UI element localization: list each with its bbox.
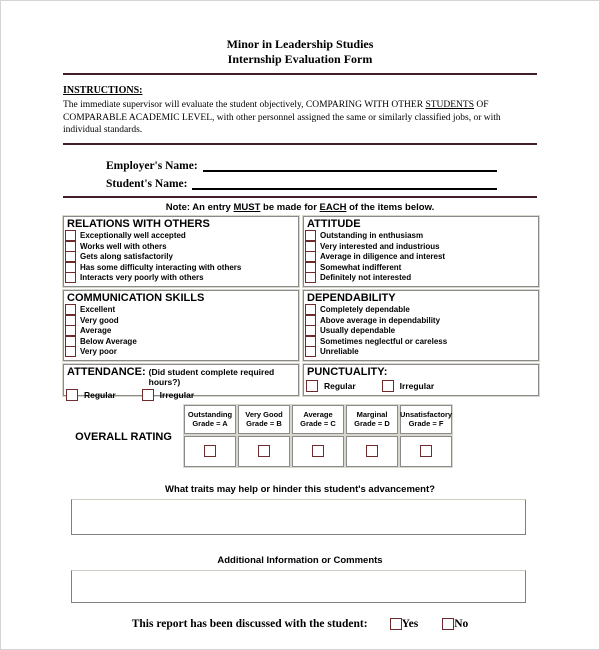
comments-textarea[interactable] bbox=[71, 570, 526, 603]
option-label: Regular bbox=[84, 389, 116, 400]
note-must: MUST bbox=[233, 201, 261, 213]
checkbox[interactable] bbox=[65, 241, 76, 252]
option-label: Unreliable bbox=[320, 347, 359, 356]
rating-header-line2: Grade = D bbox=[354, 419, 390, 428]
overall-rating-table bbox=[184, 405, 452, 467]
attendance-irregular[interactable] bbox=[142, 389, 195, 401]
option-label: Gets along satisfactorily bbox=[80, 252, 173, 261]
rating-column-very-good bbox=[238, 405, 290, 467]
checkbox[interactable] bbox=[65, 336, 76, 347]
checkbox[interactable] bbox=[258, 445, 270, 457]
rating-header bbox=[346, 405, 398, 434]
rating-header bbox=[400, 405, 452, 434]
checkbox[interactable] bbox=[382, 380, 394, 392]
option-row[interactable] bbox=[304, 325, 536, 336]
checkbox[interactable] bbox=[204, 445, 216, 457]
option-row[interactable] bbox=[64, 262, 296, 273]
ratings-grid bbox=[63, 216, 537, 400]
option-label: Regular bbox=[324, 380, 356, 391]
option-row[interactable] bbox=[64, 241, 296, 252]
checkbox[interactable] bbox=[305, 230, 316, 241]
checkbox[interactable] bbox=[305, 336, 316, 347]
option-row[interactable] bbox=[304, 241, 536, 252]
section-title: RELATIONS WITH OTHERS bbox=[67, 217, 210, 230]
rating-header-line1: Outstanding bbox=[187, 410, 233, 419]
rating-cell[interactable] bbox=[238, 436, 290, 467]
rating-cell[interactable] bbox=[400, 436, 452, 467]
checkbox[interactable] bbox=[305, 325, 316, 336]
option-label: Very good bbox=[80, 315, 119, 325]
section-title: DEPENDABILITY bbox=[307, 291, 396, 304]
option-label: Above average in dependability bbox=[320, 315, 441, 325]
option-row[interactable] bbox=[64, 251, 296, 262]
rating-column-unsatisfactory bbox=[400, 405, 452, 467]
attendance-heading bbox=[64, 366, 296, 387]
checkbox[interactable] bbox=[65, 262, 76, 273]
option-label: Exceptionally well accepted bbox=[80, 231, 186, 240]
traits-question-label: What traits may help or hinder this student's advancement? bbox=[165, 483, 435, 495]
checkbox[interactable] bbox=[65, 315, 76, 326]
option-row[interactable] bbox=[304, 262, 536, 273]
checkbox[interactable] bbox=[65, 346, 76, 357]
option-label: Outstanding in enthusiasm bbox=[320, 231, 424, 240]
option-label: Below Average bbox=[80, 336, 137, 346]
option-label: Average bbox=[80, 326, 112, 335]
option-row[interactable] bbox=[64, 346, 296, 357]
form-title-line1: Minor in Leadership Studies bbox=[226, 37, 374, 51]
traits-textarea[interactable] bbox=[71, 499, 526, 535]
option-row[interactable] bbox=[304, 230, 536, 241]
checkbox-no[interactable] bbox=[442, 618, 454, 630]
rating-column-marginal bbox=[346, 405, 398, 467]
option-row[interactable] bbox=[64, 272, 296, 283]
option-label: Interacts very poorly with others bbox=[80, 273, 204, 282]
option-row[interactable] bbox=[64, 325, 296, 336]
option-label: Average in diligence and interest bbox=[320, 252, 446, 261]
rating-header-line2: Grade = F bbox=[408, 419, 444, 428]
note-text bbox=[63, 202, 537, 213]
employer-name-row bbox=[106, 154, 497, 172]
checkbox[interactable] bbox=[142, 389, 154, 401]
no-label: No bbox=[454, 617, 469, 630]
instructions-heading: INSTRUCTIONS: bbox=[63, 85, 143, 96]
option-label: Very poor bbox=[80, 347, 117, 356]
option-label: Irregular bbox=[399, 380, 435, 391]
checkbox[interactable] bbox=[305, 251, 316, 262]
option-label: Sometimes neglectful or careless bbox=[320, 336, 448, 346]
checkbox[interactable] bbox=[305, 272, 316, 283]
note-mid: be made for bbox=[260, 201, 320, 213]
option-label: Excellent bbox=[80, 305, 116, 314]
employer-name-input[interactable] bbox=[203, 157, 497, 172]
option-row[interactable] bbox=[304, 336, 536, 347]
checkbox-yes[interactable] bbox=[390, 618, 402, 630]
checkbox[interactable] bbox=[366, 445, 378, 457]
overall-rating-section bbox=[63, 405, 537, 467]
instructions-text: The immediate supervisor will evaluate the student objectively, COMPARING WITH OTHER bbox=[63, 100, 426, 110]
option-label: Completely dependable bbox=[320, 305, 410, 314]
rating-header bbox=[292, 405, 344, 434]
yes-label: Yes bbox=[401, 617, 419, 630]
discussed-row bbox=[63, 618, 537, 630]
section-title: COMMUNICATION SKILLS bbox=[67, 291, 205, 304]
rating-header-line2: Grade = B bbox=[246, 419, 282, 428]
option-row[interactable] bbox=[304, 272, 536, 283]
checkbox[interactable] bbox=[312, 445, 324, 457]
note-post: of the items below. bbox=[346, 201, 435, 213]
attendance-subtitle: (Did student complete required hours?) bbox=[148, 366, 275, 387]
section-attendance bbox=[63, 364, 299, 400]
rating-cell[interactable] bbox=[184, 436, 236, 467]
checkbox[interactable] bbox=[305, 262, 316, 273]
checkbox[interactable] bbox=[305, 346, 316, 357]
attendance-title: ATTENDANCE: bbox=[67, 365, 146, 378]
option-row[interactable] bbox=[304, 315, 536, 326]
checkbox[interactable] bbox=[65, 304, 76, 315]
option-row[interactable] bbox=[64, 336, 296, 347]
rating-header-line1: Average bbox=[303, 410, 333, 419]
option-row[interactable] bbox=[64, 230, 296, 241]
option-label: Has some difficulty interacting with others bbox=[80, 262, 242, 272]
checkbox[interactable] bbox=[305, 241, 316, 252]
option-label: Works well with others bbox=[80, 241, 167, 251]
divider bbox=[63, 73, 537, 75]
section-attitude bbox=[303, 216, 539, 287]
instructions-text-cont: OF COMPARABLE ACADEMIC LEVEL, with other personnel assigned the same or similarly classified jobs, or with individual standards. bbox=[63, 100, 501, 135]
checkbox[interactable] bbox=[65, 325, 76, 336]
rating-cell[interactable] bbox=[346, 436, 398, 467]
rating-column-outstanding bbox=[184, 405, 236, 467]
rating-cell[interactable] bbox=[292, 436, 344, 467]
section-relations-with-others bbox=[63, 216, 299, 287]
instructions-block bbox=[63, 80, 537, 137]
instructions-body bbox=[63, 99, 537, 137]
option-label: Irregular bbox=[159, 389, 195, 400]
comments-label: Additional Information or Comments bbox=[217, 554, 383, 566]
name-fields bbox=[63, 154, 537, 190]
rating-header-line1: Marginal bbox=[356, 410, 388, 419]
punctuality-irregular[interactable] bbox=[382, 380, 435, 392]
option-row[interactable] bbox=[64, 315, 296, 326]
note-pre: Note: An entry bbox=[165, 201, 234, 213]
option-label: Somewhat indifferent bbox=[320, 262, 402, 272]
option-label: Usually dependable bbox=[320, 326, 396, 335]
rating-header-line1: Unsatisfactory bbox=[399, 410, 453, 419]
student-name-label: Student's Name: bbox=[106, 177, 188, 190]
checkbox[interactable] bbox=[306, 380, 318, 392]
rating-header-line2: Grade = A bbox=[192, 419, 228, 428]
rating-header-line1: Very Good bbox=[245, 410, 283, 419]
divider bbox=[63, 196, 537, 198]
checkbox[interactable] bbox=[305, 304, 316, 315]
option-label: Definitely not interested bbox=[320, 273, 412, 282]
option-row[interactable] bbox=[304, 346, 536, 357]
punctuality-title: PUNCTUALITY: bbox=[307, 365, 388, 378]
checkbox[interactable] bbox=[65, 272, 76, 283]
option-label: Very interested and industrious bbox=[320, 241, 440, 251]
overall-rating-label: OVERALL RATING bbox=[75, 430, 172, 443]
rating-header bbox=[184, 405, 236, 434]
punctuality-options bbox=[304, 380, 536, 392]
rating-header bbox=[238, 405, 290, 434]
checkbox[interactable] bbox=[66, 389, 78, 401]
section-dependability bbox=[303, 290, 539, 361]
checkbox[interactable] bbox=[305, 315, 316, 326]
form-title-line2: Internship Evaluation Form bbox=[227, 52, 373, 66]
checkbox[interactable] bbox=[65, 251, 76, 262]
checkbox[interactable] bbox=[420, 445, 432, 457]
checkbox[interactable] bbox=[65, 230, 76, 241]
note-each: EACH bbox=[319, 201, 347, 213]
attendance-options bbox=[64, 389, 296, 401]
punctuality-regular[interactable] bbox=[306, 380, 356, 392]
option-row[interactable] bbox=[304, 251, 536, 262]
option-row[interactable] bbox=[304, 304, 536, 315]
attendance-regular[interactable] bbox=[66, 389, 116, 401]
option-row[interactable] bbox=[64, 304, 296, 315]
punctuality-heading bbox=[304, 366, 536, 378]
section-punctuality bbox=[303, 364, 539, 396]
student-name-input[interactable] bbox=[192, 175, 497, 190]
rating-header-line2: Grade = C bbox=[300, 419, 336, 428]
rating-column-average bbox=[292, 405, 344, 467]
student-name-row bbox=[106, 172, 497, 190]
section-title: ATTITUDE bbox=[307, 217, 361, 230]
divider bbox=[63, 143, 537, 145]
section-communication-skills bbox=[63, 290, 299, 361]
instructions-underlined-word: STUDENTS bbox=[425, 100, 474, 110]
discussed-label: This report has been discussed with the student: bbox=[131, 617, 368, 630]
employer-name-label: Employer's Name: bbox=[106, 159, 198, 172]
